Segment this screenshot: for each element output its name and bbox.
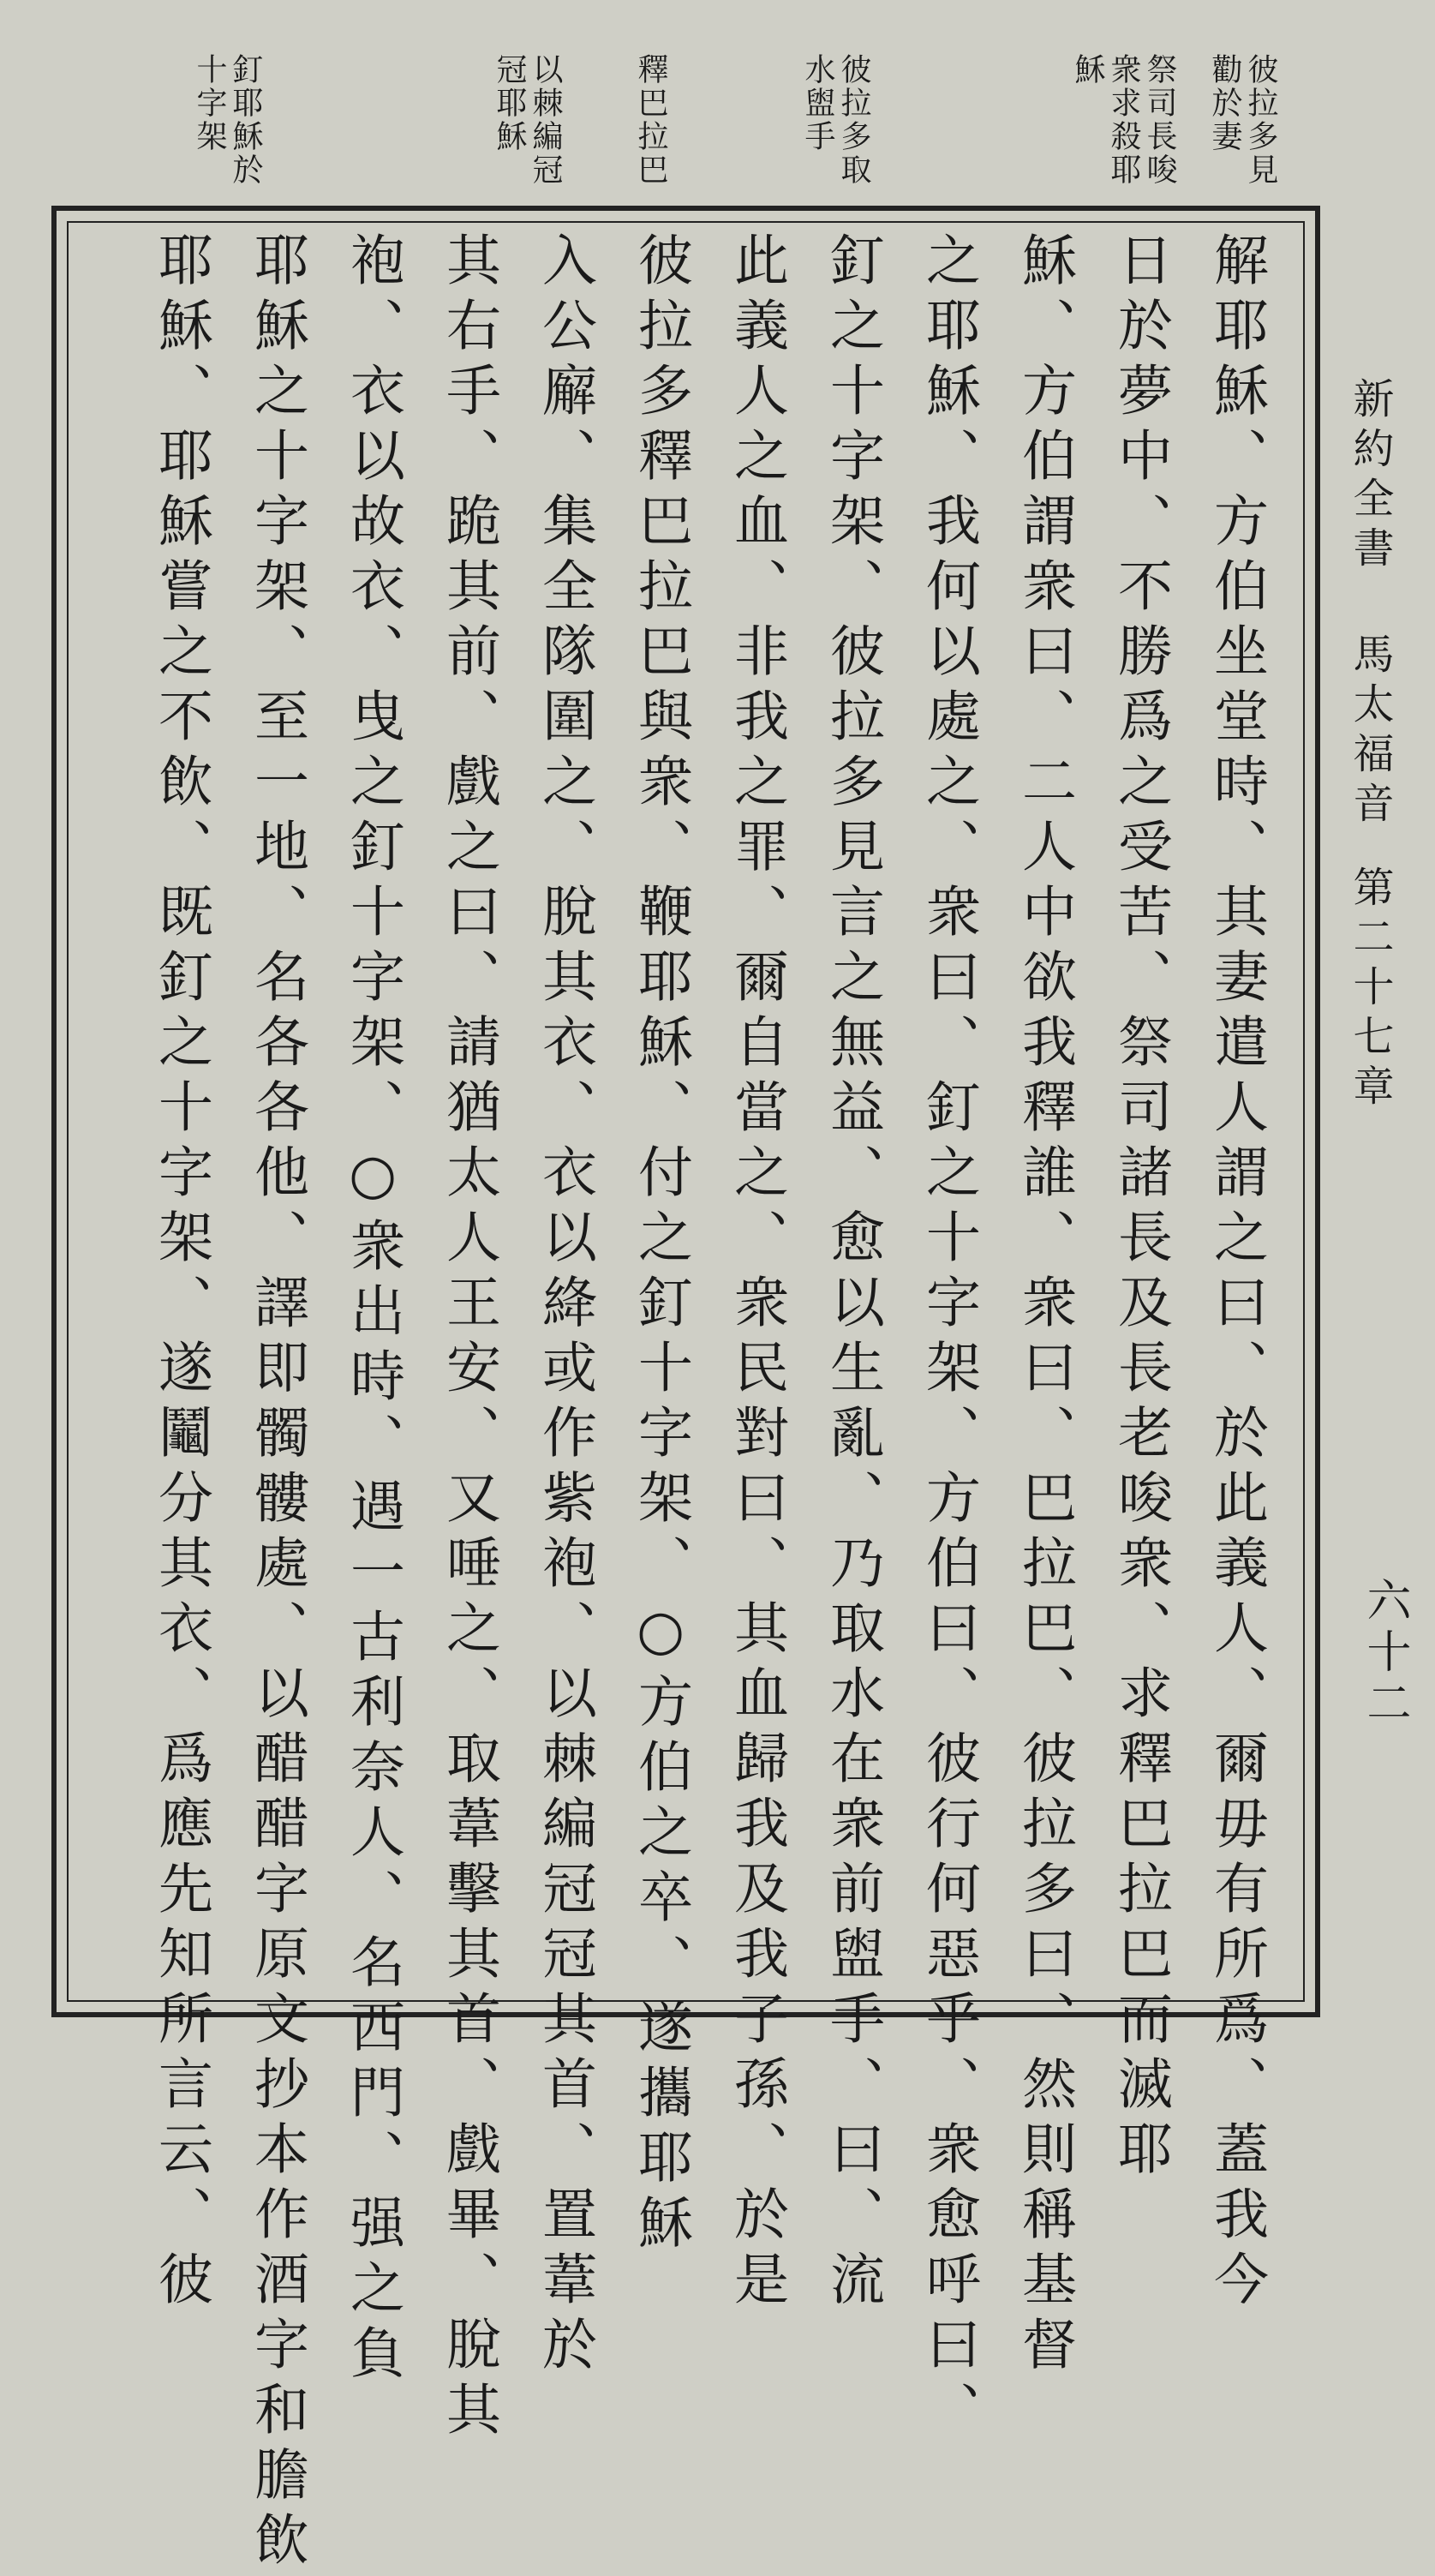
header-note-5-line-1: 以棘編冠 [528, 53, 563, 187]
text-column-4: 之耶穌、我何以處之、衆曰、釘之十字架、方伯曰、彼行何惡乎、衆愈呼曰、 [917, 231, 980, 2446]
header-note-3 [801, 53, 870, 187]
header-note-6 [193, 53, 261, 187]
running-title [1346, 377, 1394, 1114]
text-column-10: 袍、衣以故衣、曳之釘十字架、○衆出時、遇一古利奈人、名西門、强之負 [341, 231, 404, 2389]
chapter-label: 第二十七章 [1346, 866, 1394, 1114]
text-frame [51, 206, 1320, 2576]
header-note-1 [1208, 53, 1277, 187]
header-note-3-line-2: 水盥手 [800, 53, 835, 153]
header-note-1-line-2: 勸於妻 [1207, 53, 1242, 153]
text-column-1: 解耶穌、方伯坐堂時、其妻遣人謂之曰、於此義人、爾毋有所爲、蓋我今 [1205, 231, 1268, 2315]
header-note-1-line-1: 彼拉多見 [1243, 53, 1278, 187]
header-note-4-line-1: 釋巴拉巴 [633, 53, 668, 187]
text-column-12: 耶穌、耶穌嘗之不飲、既釘之十字架、遂鬮分其衣、爲應先知所言云、彼 [149, 231, 212, 2315]
page-number: 六十二 [1359, 1577, 1410, 1731]
header-note-5 [493, 53, 561, 187]
header-note-2-line-1: 祭司長唆 [1142, 53, 1177, 187]
header-note-6-line-1: 釘耶穌於 [228, 53, 263, 187]
header-note-5-line-2: 冠耶穌 [492, 53, 527, 153]
text-column-2: 日於夢中、不勝爲之受苦、祭司諸長及長老唆衆、求釋巴拉巴而滅耶 [1109, 231, 1172, 2185]
text-column-7: 彼拉多釋巴拉巴與衆、鞭耶穌、付之釘十字架、○方伯之卒、遂攜耶穌 [629, 231, 692, 2259]
text-column-9: 其右手、跪其前、戲之曰、請猶太人王安、又唾之、取葦擊其首、戲畢、脫其 [437, 231, 500, 2446]
header-note-2-line-3: 穌 [1070, 53, 1105, 87]
text-column-6: 此義人之血、非我之罪、爾自當之、衆民對曰、其血歸我及我子孫、於是 [725, 231, 788, 2315]
header-note-3-line-1: 彼拉多取 [836, 53, 871, 187]
header-note-4 [634, 53, 667, 187]
text-column-3: 穌、方伯謂衆曰、二人中欲我釋誰、衆曰、巴拉巴、彼拉多曰、然則稱基督 [1013, 231, 1076, 2381]
text-column-11: 耶穌之十字架、至一地、名各各他、譯即髑髏處、以醋醋字原文抄本作酒字和膽飲 [245, 231, 308, 2576]
book-title: 新約全書 馬太福音 [1346, 377, 1394, 831]
header-note-2 [1071, 53, 1175, 187]
text-column-5: 釘之十字架、彼拉多見言之無益、愈以生亂、乃取水在衆前盥手、曰、流 [821, 231, 884, 2315]
header-note-6-line-2: 十字架 [192, 53, 227, 153]
text-column-8: 入公廨、集全隊圍之、脫其衣、衣以絳或作紫袍、以棘編冠冠其首、置葦於 [533, 231, 596, 2381]
header-note-2-line-2: 衆求殺耶 [1106, 53, 1141, 187]
